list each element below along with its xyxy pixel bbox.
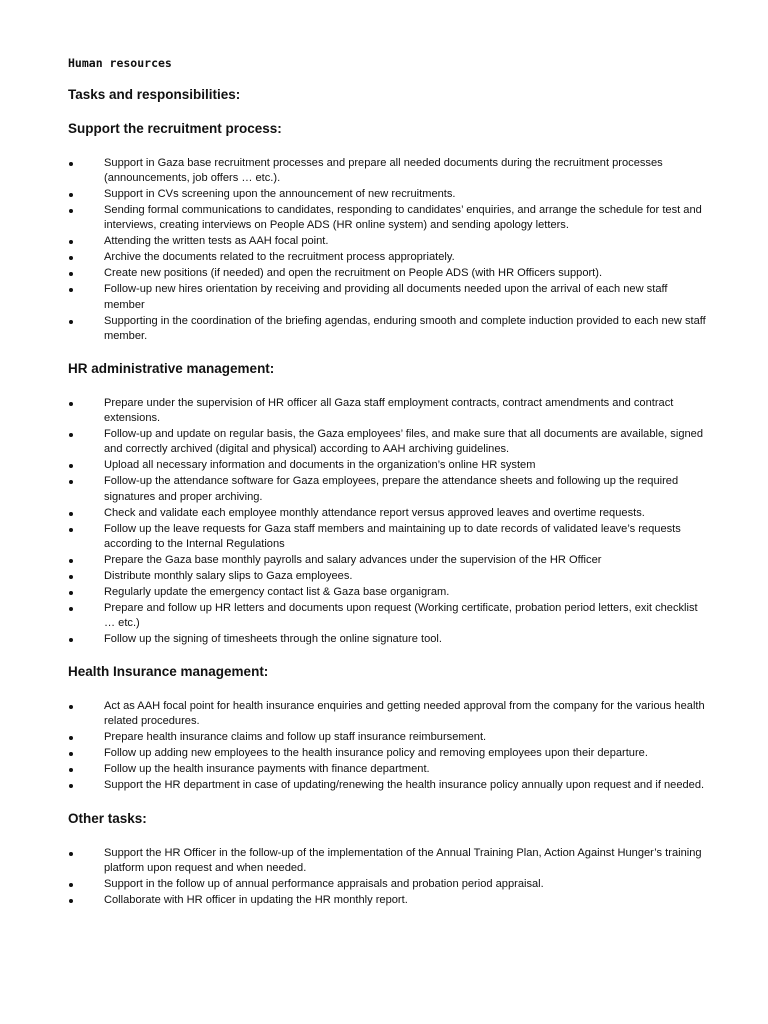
list-item: Prepare the Gaza base monthly payrolls and salary advances under the supervision of the HR Officer <box>68 553 708 568</box>
list-item: Distribute monthly salary slips to Gaza employees. <box>68 569 708 584</box>
list-item: Follow up the signing of timesheets through the online signature tool. <box>68 632 708 647</box>
section-heading: Other tasks: <box>68 810 147 826</box>
section-heading: Health Insurance management: <box>68 664 269 680</box>
list-item: Support in the follow up of annual performance appraisals and probation period appraisal. <box>68 877 708 892</box>
list-item: Create new positions (if needed) and open the recruitment on People ADS (with HR Officers support). <box>68 266 708 281</box>
bullet-list <box>68 156 708 344</box>
list-item: Sending formal communications to candidates, responding to candidates’ enquiries, and arrange the schedule for test and interviews, creating interviews on People ADS (HR online system) and sending apology letters. <box>68 203 708 233</box>
section-heading: HR administrative management: <box>68 361 275 377</box>
section-health-insurance <box>68 664 708 793</box>
list-item: Regularly update the emergency contact list & Gaza base organigram. <box>68 585 708 600</box>
list-item: Upload all necessary information and documents in the organization’s online HR system <box>68 458 708 473</box>
list-item: Prepare and follow up HR letters and documents upon request (Working certificate, probation period letters, exit checklist … etc.) <box>68 601 708 631</box>
list-item: Support the HR Officer in the follow-up of the implementation of the Annual Training Plan, Action Against Hunger’s training platform upon request and when needed. <box>68 846 708 876</box>
section-hr-admin <box>68 361 708 647</box>
bullet-list <box>68 396 708 647</box>
section-recruitment <box>68 121 708 344</box>
list-item: Support in Gaza base recruitment processes and prepare all needed documents during the recruitment processes (announcements, job offers … etc.). <box>68 156 708 186</box>
list-item: Check and validate each employee monthly attendance report versus approved leaves and overtime requests. <box>68 506 708 521</box>
list-item: Supporting in the coordination of the briefing agendas, enduring smooth and complete induction provided to each new staff member. <box>68 314 708 344</box>
list-item: Support the HR department in case of updating/renewing the health insurance policy annually upon request and if needed. <box>68 778 708 793</box>
list-item: Collaborate with HR officer in updating the HR monthly report. <box>68 893 708 908</box>
list-item: Follow up the health insurance payments with finance department. <box>68 762 708 777</box>
list-item: Follow up the leave requests for Gaza staff members and maintaining up to date records of validated leave’s requests according to the Internal Regulations <box>68 522 708 552</box>
document-title: Human resources <box>68 56 172 70</box>
list-item: Support in CVs screening upon the announcement of new recruitments. <box>68 187 708 202</box>
list-item: Prepare under the supervision of HR officer all Gaza staff employment contracts, contract amendments and contract extensions. <box>68 396 708 426</box>
section-other-tasks <box>68 811 708 908</box>
main-heading: Tasks and responsibilities: <box>68 87 241 102</box>
list-item: Follow-up and update on regular basis, the Gaza employees’ files, and make sure that all documents are available, signed and correctly archived (digital and physical) according to AAH archiving guidelines. <box>68 427 708 457</box>
list-item: Attending the written tests as AAH focal point. <box>68 234 708 249</box>
bullet-list <box>68 699 708 793</box>
list-item: Follow up adding new employees to the health insurance policy and removing employees upon their departure. <box>68 746 708 761</box>
list-item: Archive the documents related to the recruitment process appropriately. <box>68 250 708 265</box>
list-item: Act as AAH focal point for health insurance enquiries and getting needed approval from the company for the various health related procedures. <box>68 699 708 729</box>
list-item: Prepare health insurance claims and follow up staff insurance reimbursement. <box>68 730 708 745</box>
list-item: Follow-up the attendance software for Gaza employees, prepare the attendance sheets and following up the required signatures and proper archiving. <box>68 474 708 504</box>
bullet-list <box>68 846 708 908</box>
list-item: Follow-up new hires orientation by receiving and providing all documents needed upon the arrival of each new staff member <box>68 282 708 312</box>
section-heading: Support the recruitment process: <box>68 121 282 136</box>
